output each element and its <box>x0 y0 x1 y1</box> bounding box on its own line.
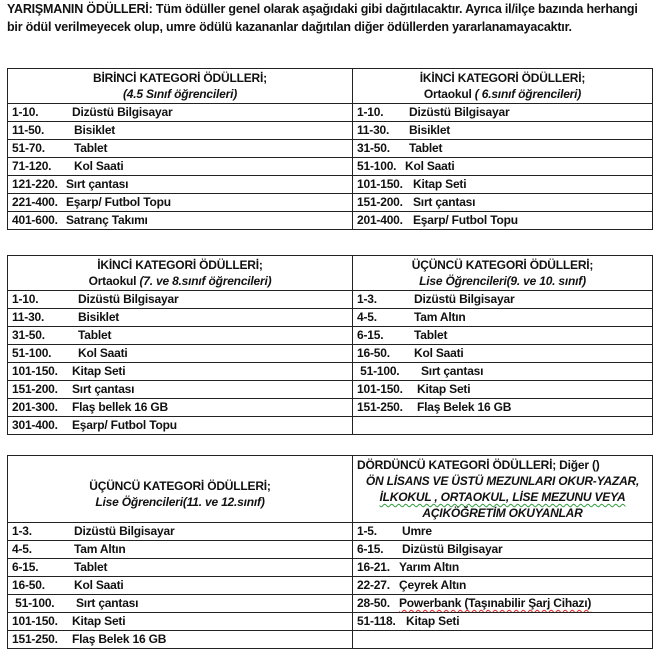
prize-item: Umre <box>402 524 432 538</box>
prize-cell <box>353 309 653 327</box>
prize-cell <box>8 577 353 595</box>
prize-cell <box>8 399 353 417</box>
prize-cell <box>8 345 353 363</box>
prize-item: Çeyrek Altın <box>399 578 467 592</box>
rank: 201-400. <box>357 213 403 227</box>
category-subtitle: (4.5 Sınıf öğrencileri) <box>122 87 238 101</box>
rank: 401-600. <box>12 213 58 227</box>
rank: 4-5. <box>12 542 32 556</box>
prize-item: Sırt çantası <box>76 596 139 610</box>
table-row <box>8 399 653 417</box>
rank: 121-220. <box>12 177 58 191</box>
category-header-ikinci-7-8 <box>8 256 353 291</box>
prize-cell <box>353 595 653 613</box>
rank: 6-15. <box>12 560 39 574</box>
table-row <box>8 559 653 577</box>
prize-item: Sırt çantası <box>413 195 476 209</box>
intro-label: YARIŞMANIN ÖDÜLLERİ: <box>7 2 153 16</box>
prize-item: Dizüstü Bilgisayar <box>402 542 503 556</box>
category-line: AÇIKÖĞRETİM OKUYANLAR <box>422 506 583 520</box>
table-row <box>8 194 653 212</box>
prize-item: Dizüstü Bilgisayar <box>409 105 510 119</box>
prize-item: Sırt çantası <box>66 177 129 191</box>
table-row <box>8 309 653 327</box>
category-subtitle <box>12 273 348 289</box>
category-title: İKİNCİ KATEGORİ ÖDÜLLERİ; <box>419 71 586 85</box>
prize-cell <box>8 140 353 158</box>
rank: 31-50. <box>357 141 390 155</box>
prize-cell-empty <box>353 417 653 435</box>
table-row <box>8 122 653 140</box>
rank: 101-150. <box>357 382 403 396</box>
prize-item: Kol Saati <box>405 159 455 173</box>
rank: 1-3. <box>357 292 377 306</box>
rank: 1-10. <box>357 105 384 119</box>
prize-item: Kitap Seti <box>413 177 467 191</box>
prize-cell <box>8 104 353 122</box>
table-row <box>8 140 653 158</box>
prize-table-1 <box>7 68 653 230</box>
rank: 16-50. <box>357 346 390 360</box>
table-row <box>8 158 653 176</box>
prize-cell <box>8 194 353 212</box>
prize-cell <box>8 417 353 435</box>
subtitle-plain: Ortaokul <box>88 274 140 288</box>
rank: 101-150. <box>357 177 403 191</box>
prize-cell-empty <box>353 631 653 649</box>
rank: 151-250. <box>357 400 403 414</box>
rank: 11-30. <box>12 310 45 324</box>
table-row <box>8 541 653 559</box>
rank: 101-150. <box>12 614 58 628</box>
prize-cell <box>353 104 653 122</box>
category-header-ucuncu-11-12 <box>8 456 353 523</box>
rank: 28-50. <box>357 596 390 610</box>
rank: 151-200. <box>357 195 403 209</box>
prize-cell <box>353 541 653 559</box>
prize-item: Eşarp/ Futbol Topu <box>413 213 518 227</box>
intro-text: Tüm ödüller genel olarak aşağıdaki gibi dağıtılacaktır. Ayrıca il/ilçe bazında herhangi bir ödül verilmeyecek olup, umre ödülü kazananlar dağıtılan diğer ödüllerden yararlanamayacaktır. <box>7 2 638 34</box>
rank: 151-200. <box>12 382 58 396</box>
prize-cell <box>353 523 653 541</box>
prize-cell <box>353 327 653 345</box>
prize-item: Dizüstü Bilgisayar <box>414 292 515 306</box>
prize-cell <box>8 595 353 613</box>
rank: 11-30. <box>357 123 390 137</box>
prize-item: Eşarp/ Futbol Topu <box>66 195 171 209</box>
rank: 16-21. <box>357 560 390 574</box>
rank: 201-300. <box>12 400 58 414</box>
prize-item-text: Powerbank (Taşınabilir Şarj Cihazı) <box>399 596 592 610</box>
table-header-row <box>8 256 653 291</box>
table-row <box>8 291 653 309</box>
prize-item: Tablet <box>409 141 443 155</box>
rank: 1-3. <box>12 524 32 538</box>
prize-item: Tam Altın <box>74 542 126 556</box>
prize-cell <box>8 176 353 194</box>
prize-cell <box>353 399 653 417</box>
subtitle-italic: ( 6.sınıf öğrencileri) <box>474 87 582 101</box>
prize-item: Kol Saati <box>78 346 128 360</box>
prize-item: Kitap Seti <box>72 364 126 378</box>
rank: 1-10. <box>12 105 39 119</box>
prize-item: Satranç Takımı <box>66 213 148 227</box>
prize-item: Bisiklet <box>78 310 120 324</box>
prize-cell <box>353 381 653 399</box>
prize-cell <box>8 613 353 631</box>
prize-item: Kol Saati <box>74 578 124 592</box>
category-header-ucuncu-9-10 <box>353 256 653 291</box>
rank: 301-400. <box>12 418 58 432</box>
prize-cell <box>353 577 653 595</box>
prize-cell <box>353 559 653 577</box>
table-row <box>8 577 653 595</box>
table-row <box>8 212 653 230</box>
intro-paragraph <box>7 1 647 36</box>
rank: 221-400. <box>12 195 58 209</box>
table-row <box>8 381 653 399</box>
subtitle-plain: Ortaokul <box>423 87 475 101</box>
table-row <box>8 631 653 649</box>
table-row <box>8 417 653 435</box>
prize-item: Eşarp/ Futbol Topu <box>72 418 177 432</box>
prize-cell <box>353 345 653 363</box>
prize-cell <box>353 363 653 381</box>
rank: 22-27. <box>357 578 390 592</box>
prize-item: Dizüstü Bilgisayar <box>78 292 179 306</box>
rank: 51-100. <box>357 159 397 173</box>
prize-item: Dizüstü Bilgisayar <box>72 105 173 119</box>
prize-cell <box>8 327 353 345</box>
prize-cell <box>353 212 653 230</box>
table-row <box>8 104 653 122</box>
subtitle-italic: (7. ve 8.sınıf öğrencileri) <box>139 274 272 288</box>
category-title: ÜÇÜNCÜ KATEGORİ ÖDÜLLERİ; <box>89 479 271 493</box>
prize-cell <box>353 291 653 309</box>
prize-item: Bisiklet <box>74 123 116 137</box>
prize-item: Flaş bellek 16 GB <box>72 400 168 414</box>
prize-item: Sırt çantası <box>421 364 484 378</box>
prize-cell <box>353 194 653 212</box>
prize-cell <box>8 523 353 541</box>
prize-table-3 <box>7 455 653 649</box>
prize-cell <box>8 363 353 381</box>
prize-cell <box>353 176 653 194</box>
rank: 1-10. <box>12 292 39 306</box>
prize-item: Tablet <box>74 560 108 574</box>
category-title: İKİNCİ KATEGORİ ÖDÜLLERİ; <box>97 258 263 272</box>
rank: 6-15. <box>357 328 384 342</box>
rank: 1-5. <box>357 524 377 538</box>
category-title: BİRİNCİ KATEGORİ ÖDÜLLERİ; <box>93 71 267 85</box>
prize-cell <box>8 559 353 577</box>
prize-item: Tablet <box>414 328 448 342</box>
prize-cell <box>8 631 353 649</box>
prize-cell <box>353 140 653 158</box>
rank: 11-50. <box>12 123 45 137</box>
rank: 71-120. <box>12 159 52 173</box>
prize-item: Kol Saati <box>414 346 464 360</box>
rank: 101-150. <box>12 364 58 378</box>
rank: 151-250. <box>12 632 58 646</box>
prize-cell <box>8 212 353 230</box>
prize-item: Sırt çantası <box>72 382 135 396</box>
prize-cell <box>8 381 353 399</box>
prize-item: Tam Altın <box>414 310 466 324</box>
category-subtitle: Lise Öğrencileri(9. ve 10. sınıf) <box>419 274 586 288</box>
category-subtitle <box>357 86 648 102</box>
prize-cell <box>8 158 353 176</box>
rank: 6-15. <box>357 542 384 556</box>
rank: 51-100. <box>357 364 400 378</box>
rank: 51-118. <box>357 614 396 628</box>
prize-item: Kol Saati <box>74 159 124 173</box>
prize-item: Kitap Seti <box>406 614 460 628</box>
category-line-text: İLKOKUL , ORTAOKUL, LİSE MEZUNU VEYA <box>379 490 626 504</box>
category-header-ikinci-6 <box>353 69 653 104</box>
category-line <box>357 489 648 505</box>
rank: 51-100. <box>12 346 52 360</box>
prize-item: Tablet <box>74 141 108 155</box>
prize-item: Dizüstü Bilgisayar <box>74 524 175 538</box>
prize-cell <box>353 613 653 631</box>
prize-cell <box>8 122 353 140</box>
rank: 51-100. <box>12 596 55 610</box>
prize-item: Flaş Belek 16 GB <box>72 632 167 646</box>
prize-cell <box>353 158 653 176</box>
prize-cell <box>8 291 353 309</box>
prize-item: Kitap Seti <box>417 382 471 396</box>
prize-item: Tablet <box>78 328 112 342</box>
table-row <box>8 345 653 363</box>
category-title: DÖRDÜNCÜ KATEGORİ ÖDÜLLERİ; Diğer () <box>357 458 600 472</box>
rank: 51-70. <box>12 141 45 155</box>
category-title: ÜÇÜNCÜ KATEGORİ ÖDÜLLERİ; <box>411 258 594 272</box>
prize-cell <box>353 122 653 140</box>
prize-table-2 <box>7 255 653 435</box>
category-line: ÖN LİSANS VE ÜSTÜ MEZUNLARI OKUR-YAZAR, <box>365 474 640 488</box>
rank: 4-5. <box>357 310 377 324</box>
table-row <box>8 613 653 631</box>
table-row <box>8 327 653 345</box>
prize-item <box>399 595 591 612</box>
table-row <box>8 176 653 194</box>
rank: 16-50. <box>12 578 45 592</box>
table-row <box>8 595 653 613</box>
category-subtitle: Lise Öğrencileri(11. ve 12.sınıf) <box>95 495 265 509</box>
rank: 31-50. <box>12 328 45 342</box>
category-header-dorduncu <box>353 456 653 523</box>
table-header-row <box>8 456 653 523</box>
prize-cell <box>8 541 353 559</box>
prize-item: Flaş Belek 16 GB <box>417 400 512 414</box>
category-header-birinci <box>8 69 353 104</box>
table-row <box>8 523 653 541</box>
prize-item: Yarım Altın <box>399 560 460 574</box>
prize-item: Bisiklet <box>409 123 451 137</box>
prize-item: Kitap Seti <box>72 614 126 628</box>
table-header-row <box>8 69 653 104</box>
table-row <box>8 363 653 381</box>
prize-cell <box>8 309 353 327</box>
